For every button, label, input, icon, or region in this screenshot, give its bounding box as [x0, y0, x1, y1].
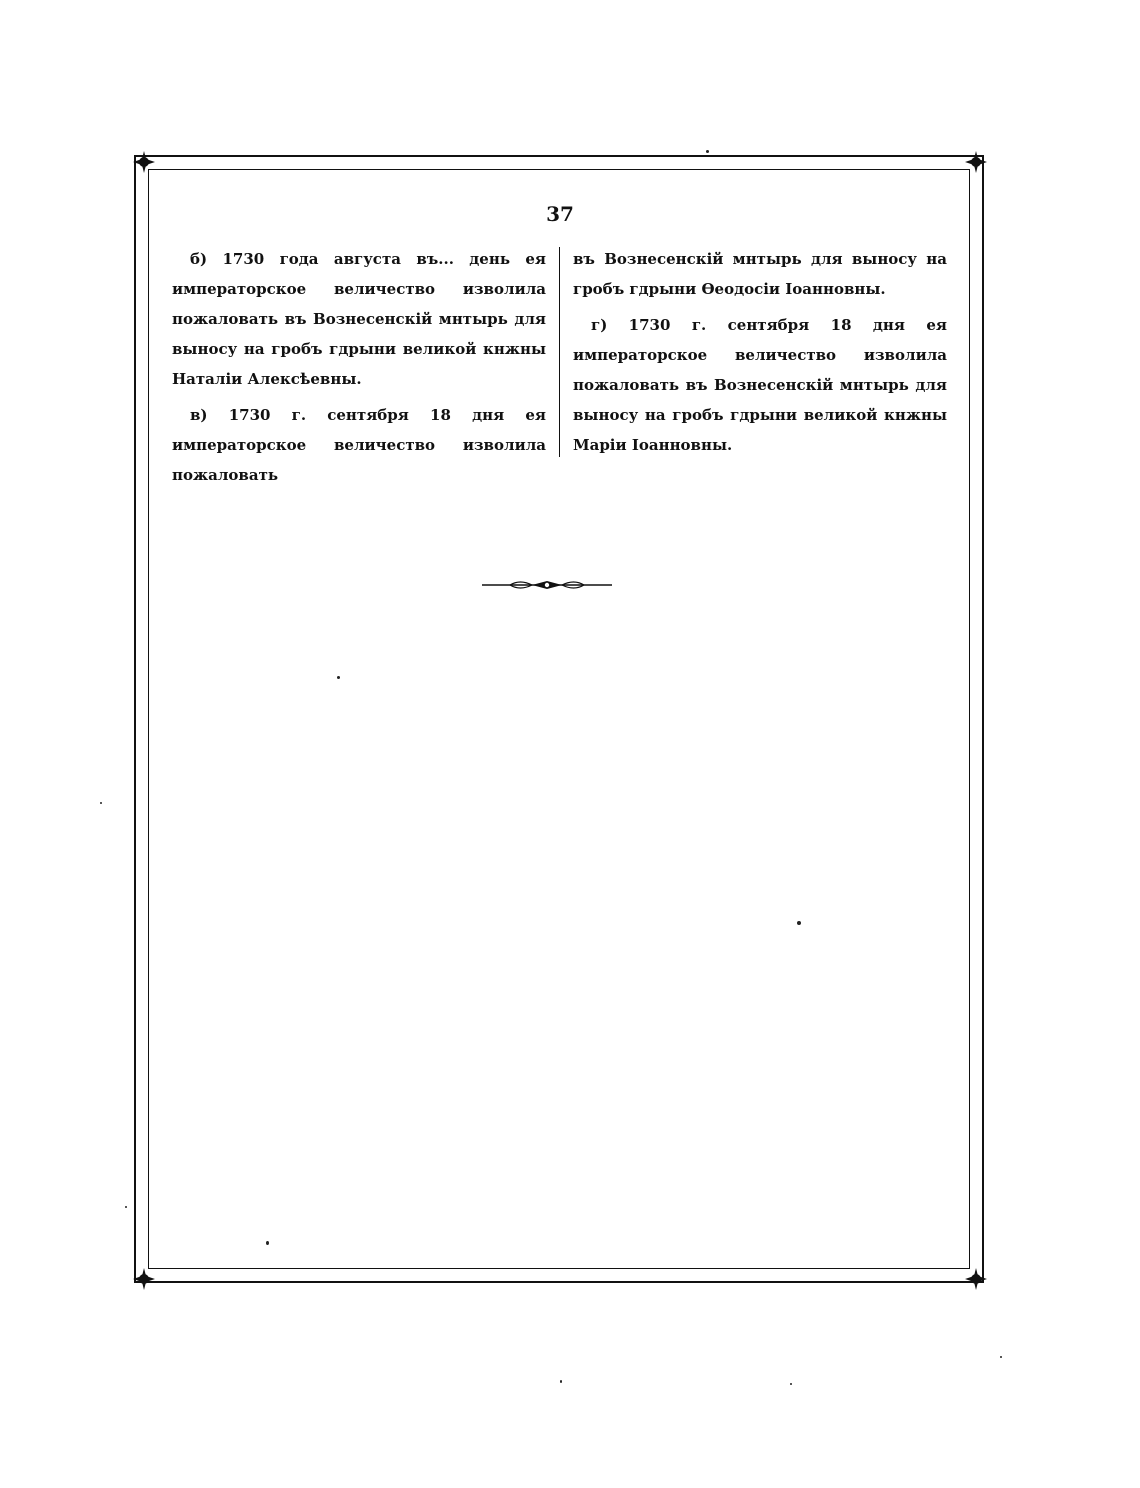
scan-speck	[125, 1206, 127, 1208]
scan-speck	[266, 1241, 269, 1245]
scan-speck	[706, 150, 709, 153]
page-number: 37	[546, 202, 574, 226]
scan-speck	[1000, 1356, 1002, 1358]
scan-speck	[560, 1380, 562, 1383]
entry-v: в) 1730 г. сентября 18 дня ея императорское величество изволила пожаловать	[172, 406, 546, 484]
scan-speck	[797, 921, 801, 925]
scan-speck	[790, 1383, 792, 1385]
entry-v-continuation: въ Вознесенскій мнтырь для выносу на гробъ гдрыни Ѳеодосіи Іоанновны.	[573, 250, 947, 298]
scan-speck	[337, 676, 340, 679]
ornamental-end-rule	[480, 576, 614, 594]
entry-g: г) 1730 г. сентября 18 дня ея императорское величество изволила пожаловать въ Вознесенскій мнтырь для выносу на гробъ гдрыни великой кнжны Маріи Іоанновны.	[573, 316, 947, 454]
corner-ornament-bottom-right	[965, 1268, 987, 1290]
corner-ornament-bottom-left	[133, 1268, 155, 1290]
scan-speck	[100, 802, 102, 804]
column-divider	[559, 247, 560, 457]
left-column	[172, 244, 546, 496]
corner-ornament-top-left	[133, 151, 155, 173]
right-column	[573, 244, 947, 466]
entry-b: б) 1730 года августа въ... день ея императорское величество изволила пожаловать въ Вознесенскій мнтырь для выносу на гробъ гдрыни великой кнжны Наталіи Алексѣевны.	[172, 250, 546, 388]
corner-ornament-top-right	[965, 151, 987, 173]
